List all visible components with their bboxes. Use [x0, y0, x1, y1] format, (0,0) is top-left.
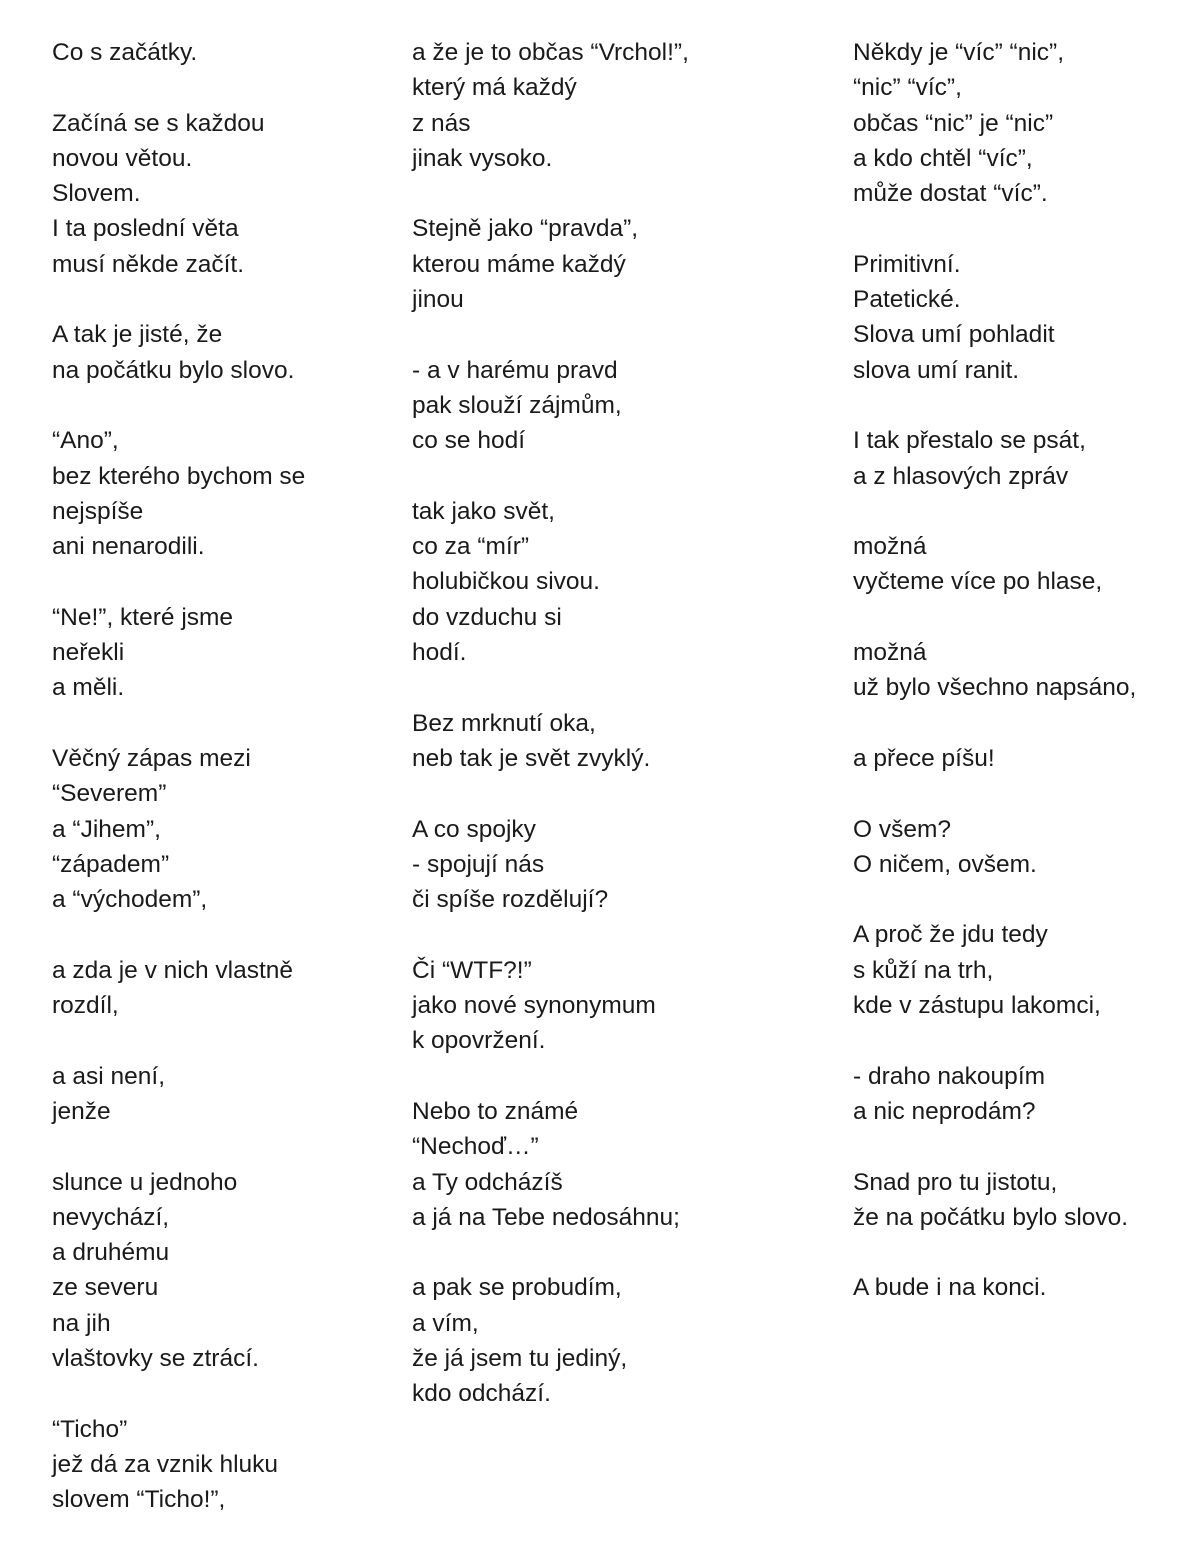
stanza	[853, 635, 1136, 706]
poem-line: Někdy je “víc” “nic”,	[853, 39, 1065, 66]
stanza	[52, 1412, 305, 1518]
poem-line: “západem”	[52, 850, 170, 878]
stanza	[853, 917, 1136, 1023]
poem-line: nevychází,	[52, 1203, 170, 1231]
poem-line: který má každý	[412, 74, 577, 102]
poem-line: vyčteme více po hlase,	[853, 568, 1103, 596]
poem-line: musí někde začít.	[52, 250, 245, 278]
stanza	[853, 1270, 1136, 1305]
stanza	[412, 353, 689, 459]
poem-line: že na počátku bylo slovo.	[853, 1203, 1129, 1231]
poem-line: kdo odchází.	[412, 1380, 551, 1408]
poem-line: možná	[853, 639, 927, 667]
stanza	[853, 423, 1136, 494]
poem-line: jež dá za vznik hluku	[52, 1450, 279, 1478]
poem-line: neb tak je svět zvyklý.	[412, 744, 651, 772]
poem-line: - draho nakoupím	[853, 1062, 1046, 1090]
poem-line: I ta poslední věta	[52, 215, 239, 243]
poem-line: a nic neprodám?	[853, 1097, 1036, 1125]
poem-line: ze severu	[52, 1274, 159, 1302]
poem-line: ani nenarodili.	[52, 533, 205, 561]
poem-line: slova umí ranit.	[853, 356, 1020, 384]
poem-line: co za “mír”	[412, 533, 530, 561]
poem-column-1	[52, 35, 305, 1553]
poem-line: Bez mrknutí oka,	[412, 709, 596, 737]
stanza	[853, 812, 1136, 883]
poem-line: Primitivní.	[853, 250, 961, 278]
poem-line: či spíše rozdělují?	[412, 886, 609, 914]
poem-line: a měli.	[52, 674, 125, 702]
poem-line: pak slouží zájmům,	[412, 391, 622, 419]
poem-line: a druhému	[52, 1239, 170, 1267]
poem-line: kde v zástupu lakomci,	[853, 992, 1101, 1020]
poem-line: Patetické.	[853, 286, 961, 314]
poem-line: - spojují nás	[412, 850, 545, 878]
poem-line: Stejně jako “pravda”,	[412, 215, 639, 243]
poem-line: a že je to občas “Vrchol!”,	[412, 39, 689, 66]
stanza	[412, 812, 689, 918]
poem-line: na počátku bylo slovo.	[52, 356, 295, 384]
poem-line: tak jako svět,	[412, 497, 555, 525]
stanza	[52, 317, 305, 388]
stanza	[52, 600, 305, 706]
poem-line: a “východem”,	[52, 886, 208, 914]
poem-line: a asi není,	[52, 1062, 166, 1090]
poem-line: nejspíše	[52, 497, 144, 525]
stanza	[52, 1165, 305, 1377]
poem-line: novou větou.	[52, 144, 193, 172]
poem-line: A bude i na konci.	[853, 1274, 1047, 1302]
poem-line: že já jsem tu jediný,	[412, 1344, 628, 1372]
stanza	[52, 953, 305, 1024]
poem-line: Věčný zápas mezi	[52, 744, 251, 772]
poem-line: O ničem, ovšem.	[853, 850, 1037, 878]
poem-line: A proč že jdu tedy	[853, 921, 1048, 949]
poem-line: jenže	[52, 1097, 111, 1125]
poem-line: bez kterého bychom se	[52, 462, 306, 490]
stanza	[853, 1059, 1136, 1130]
stanza	[412, 953, 689, 1059]
poem-line: Slova umí pohladit	[853, 321, 1055, 349]
stanza	[853, 529, 1136, 600]
poem-line: a pak se probudím,	[412, 1274, 622, 1302]
poem-line: jinou	[412, 286, 464, 314]
poem-line: holubičkou sivou.	[412, 568, 600, 596]
poem-line: na jih	[52, 1309, 111, 1337]
poem-line: Co s začátky.	[52, 39, 198, 66]
poem-line: - a v harému pravd	[412, 356, 618, 384]
stanza	[412, 35, 689, 176]
poem-line: a z hlasových zpráv	[853, 462, 1069, 490]
poem-line: Nebo to známé	[412, 1097, 579, 1125]
poem-line: jinak vysoko.	[412, 144, 553, 172]
stanza	[853, 247, 1136, 388]
poem-line: A tak je jisté, že	[52, 321, 223, 349]
stanza	[52, 35, 305, 70]
poem-line: a “Jihem”,	[52, 815, 161, 843]
poem-line: Začíná se s každou	[52, 109, 265, 137]
poem-line: Slovem.	[52, 180, 141, 208]
stanza	[52, 106, 305, 282]
poem-line: “Nechoď…”	[412, 1133, 539, 1161]
stanza	[412, 494, 689, 670]
poem-line: hodí.	[412, 639, 467, 667]
poem-line: slovem “Ticho!”,	[52, 1486, 226, 1514]
poem-line: vlaštovky se ztrácí.	[52, 1344, 259, 1372]
stanza	[853, 741, 1136, 776]
poem-line: možná	[853, 533, 927, 561]
poem-line: I tak přestalo se psát,	[853, 427, 1086, 455]
stanza	[412, 1270, 689, 1411]
stanza	[853, 1165, 1136, 1236]
poem-line: “Severem”	[52, 780, 167, 808]
poem-line: z nás	[412, 109, 471, 137]
poem-line: a vím,	[412, 1309, 479, 1337]
poem-line: kterou máme každý	[412, 250, 626, 278]
poem-line: “Ticho”	[52, 1415, 128, 1443]
poem-line: A co spojky	[412, 815, 536, 843]
poem-line: a přece píšu!	[853, 744, 995, 772]
poem-line: “Ne!”, které jsme	[52, 603, 234, 631]
stanza	[412, 211, 689, 317]
poem-line: jako nové synonymum	[412, 992, 656, 1020]
stanza	[412, 1094, 689, 1235]
poem-line: Snad pro tu jistotu,	[853, 1168, 1058, 1196]
poem-line: rozdíl,	[52, 992, 119, 1020]
poem-line: “Ano”,	[52, 427, 119, 455]
poem-column-3	[853, 35, 1136, 1341]
poem-line: a zda je v nich vlastně	[52, 956, 294, 984]
poem-line: občas “nic” je “nic”	[853, 109, 1054, 137]
poem-line: neřekli	[52, 639, 125, 667]
stanza	[52, 1059, 305, 1130]
poem-line: Či “WTF?!”	[412, 956, 532, 984]
poem-line: a já na Tebe nedosáhnu;	[412, 1203, 680, 1231]
poem-line: a Ty odcházíš	[412, 1168, 563, 1196]
poem-line: slunce u jednoho	[52, 1168, 238, 1196]
poem-line: “nic” “víc”,	[853, 74, 962, 102]
poem-column-2	[412, 35, 689, 1447]
stanza	[52, 423, 305, 564]
stanza	[412, 706, 689, 777]
poem-line: O všem?	[853, 815, 952, 843]
poem-line: a kdo chtěl “víc”,	[853, 144, 1033, 172]
stanza	[52, 741, 305, 917]
poem-line: do vzduchu si	[412, 603, 562, 631]
stanza	[853, 35, 1136, 211]
poem-line: může dostat “víc”.	[853, 180, 1048, 208]
poem-line: s kůží na trh,	[853, 956, 994, 984]
poem-line: k opovržení.	[412, 1027, 546, 1055]
poem-line: už bylo všechno napsáno,	[853, 674, 1137, 702]
poem-line: co se hodí	[412, 427, 526, 455]
